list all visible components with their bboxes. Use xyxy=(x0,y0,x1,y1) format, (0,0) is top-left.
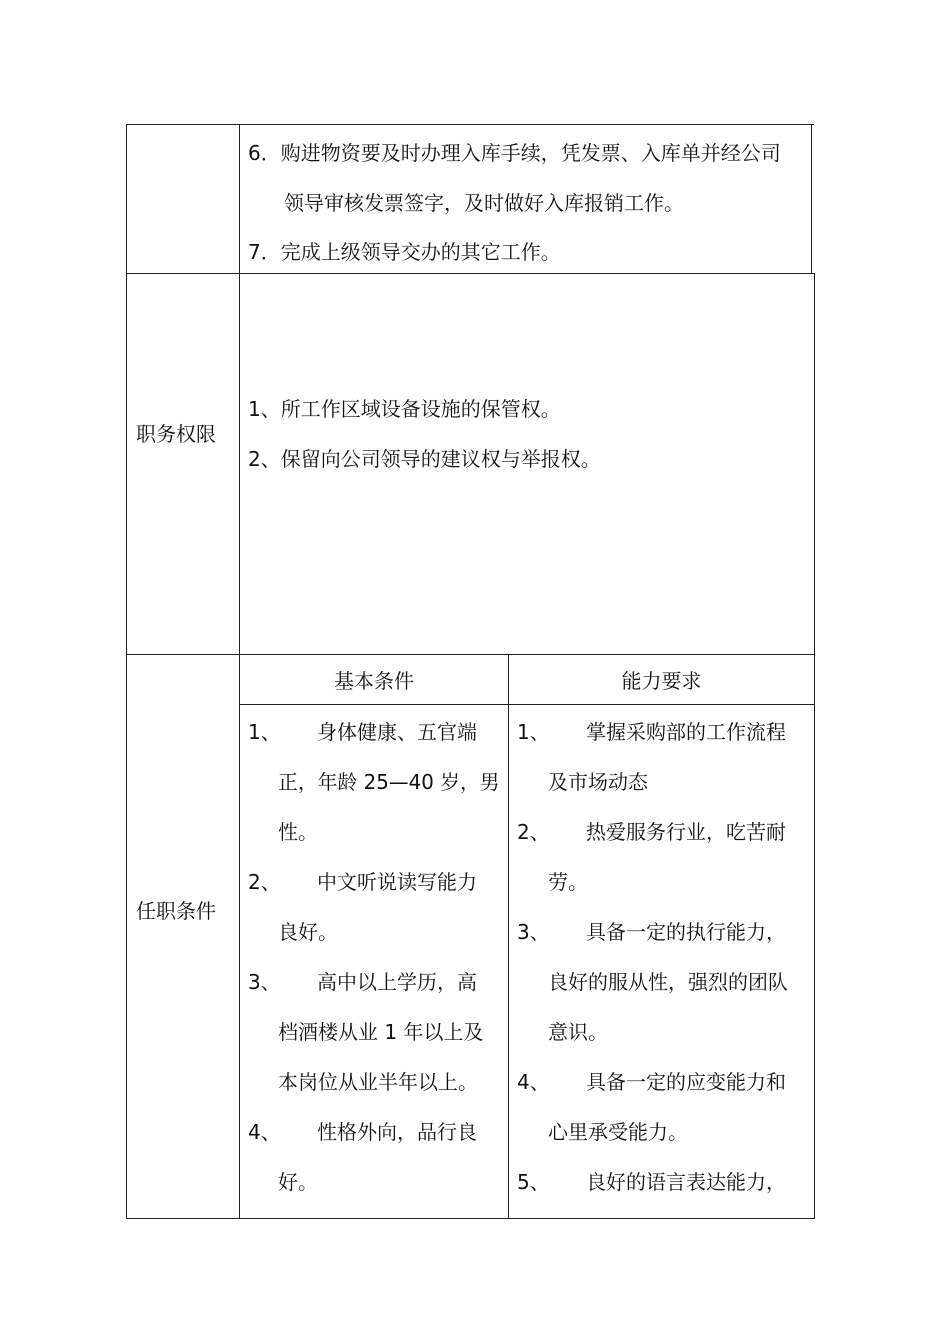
list-item-text: 良好。 xyxy=(278,920,338,944)
authority-item-1: 1、所工作区域设备设施的保管权。 xyxy=(248,397,561,421)
row-divider-duties xyxy=(126,273,815,274)
qualifications-column-divider xyxy=(508,654,509,1219)
duty-item-6-line-1: 6．购进物资要及时办理入库手续，凭发票、入库单并经公司 xyxy=(248,141,781,165)
list-item-text: 性。 xyxy=(278,820,318,844)
list-item-number: 3、 xyxy=(248,970,281,994)
list-item-number: 4、 xyxy=(248,1120,281,1144)
list-item-text: 心里承受能力。 xyxy=(548,1120,688,1144)
header-divider-qualifications xyxy=(239,704,815,705)
qualifications-label: 任职条件 xyxy=(136,899,216,923)
list-item-text: 本岗位从业半年以上。 xyxy=(278,1070,478,1094)
right-border-lower xyxy=(814,273,815,1219)
list-item-number: 4、 xyxy=(517,1070,550,1094)
list-item-text: 掌握采购部的工作流程 xyxy=(586,720,786,744)
authority-label: 职务权限 xyxy=(136,422,216,446)
list-item-text: 及市场动态 xyxy=(548,770,648,794)
list-item-text: 热爱服务行业，吃苦耐 xyxy=(586,820,786,844)
row-divider-authority xyxy=(126,654,815,655)
list-item-text: 档酒楼从业 1 年以上及 xyxy=(278,1020,484,1044)
authority-item-2: 2、保留向公司领导的建议权与举报权。 xyxy=(248,447,601,471)
list-item-text: 意识。 xyxy=(548,1020,608,1044)
table-bottom-border xyxy=(126,1218,815,1219)
list-item-number: 2、 xyxy=(517,820,550,844)
list-item-text: 具备一定的应变能力和 xyxy=(586,1070,786,1094)
list-item-number: 5、 xyxy=(517,1170,550,1194)
list-item-text: 良好的语言表达能力， xyxy=(586,1170,786,1194)
list-item-number: 2、 xyxy=(248,870,281,894)
list-item-text: 正，年龄 25—40 岁，男 xyxy=(278,770,500,794)
list-item-text: 好。 xyxy=(278,1170,318,1194)
list-item-text: 性格外向，品行良 xyxy=(317,1120,477,1144)
right-border-top xyxy=(811,124,812,274)
duty-item-7: 7．完成上级领导交办的其它工作。 xyxy=(248,240,561,264)
list-item-text: 劳。 xyxy=(548,870,588,894)
list-item-number: 1、 xyxy=(517,720,550,744)
duty-item-6-line-2: 领导审核发票签字，及时做好入库报销工作。 xyxy=(284,191,684,215)
list-item-number: 3、 xyxy=(517,920,550,944)
basic-conditions-header: 基本条件 xyxy=(334,669,414,693)
list-item-text: 良好的服从性，强烈的团队 xyxy=(548,970,788,994)
list-item-text: 高中以上学历，高 xyxy=(317,970,477,994)
list-item-text: 中文听说读写能力 xyxy=(317,870,477,894)
table-top-border xyxy=(126,124,814,125)
ability-requirements-header: 能力要求 xyxy=(621,669,702,693)
list-item-number: 1、 xyxy=(248,720,281,744)
list-item-text: 具备一定的执行能力， xyxy=(586,920,786,944)
table-left-border xyxy=(126,124,127,1219)
list-item-text: 身体健康、五官端 xyxy=(317,720,477,744)
